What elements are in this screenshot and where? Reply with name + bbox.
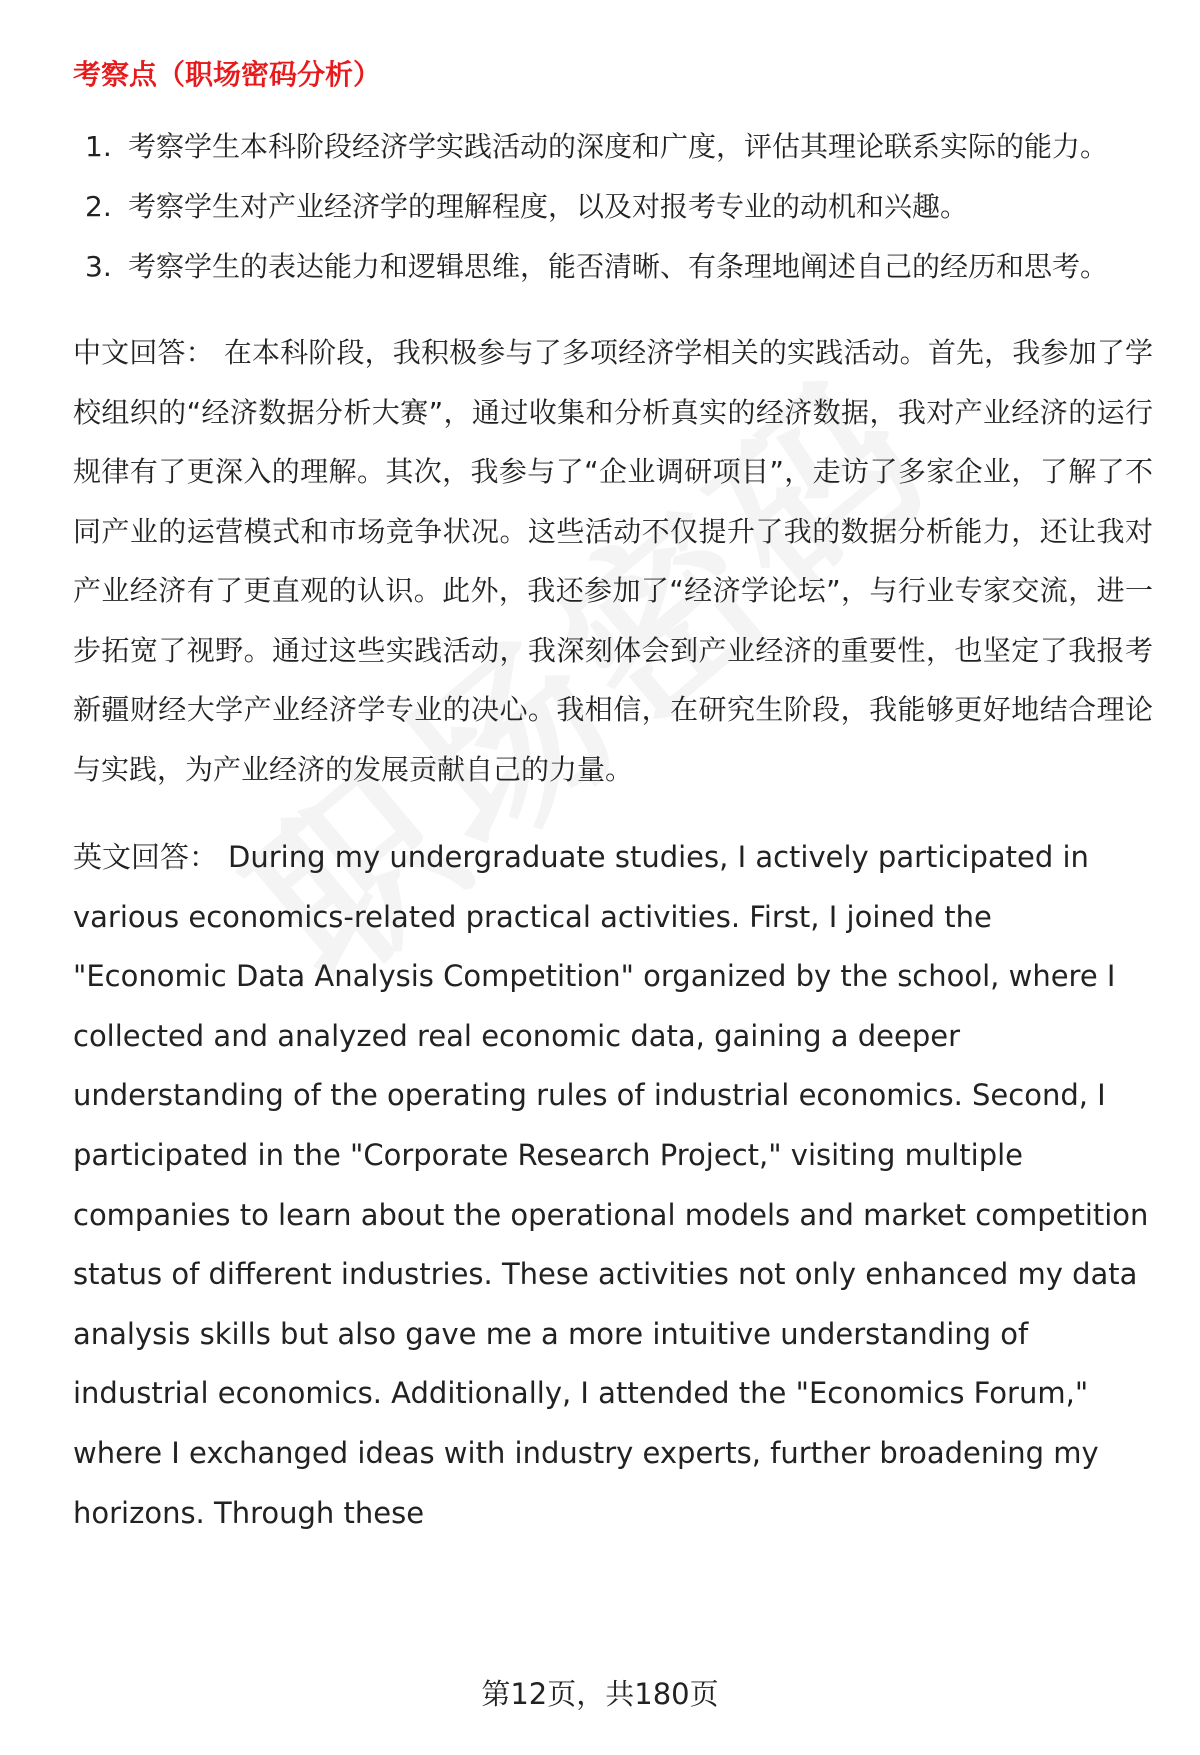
chinese-answer <box>73 323 1153 799</box>
list-item-text: 考察学生对产业经济学的理解程度，以及对报考专业的动机和兴趣。 <box>128 190 969 223</box>
chinese-answer-label: 中文回答： <box>73 336 214 369</box>
list-item-text: 考察学生本科阶段经济学实践活动的深度和广度，评估其理论联系实际的能力。 <box>128 130 1109 163</box>
chinese-answer-text: 在本科阶段，我积极参与了多项经济学相关的实践活动。首先，我参加了学校组织的“经济数据分析大赛”，通过收集和分析真实的经济数据，我对产业经济的运行规律有了更深入的理解。其次，我参与了“企业调研项目”，走访了多家企业，了解了不同产业的运营模式和市场竞争状况。这些活动不仅提升了我的数据分析能力，还让我对产业经济有了更直观的认识。此外，我还参加了“经济学论坛”，与行业专家交流，进一步拓宽了视野。通过这些实践活动，我深刻体会到产业经济的重要性，也坚定了我报考新疆财经大学产业经济学专业的决心。我相信，在研究生阶段，我能够更好地结合理论与实践，为产业经济的发展贡献自己的力量。 <box>73 336 1153 786</box>
list-item <box>73 117 1153 177</box>
list-item-text: 考察学生的表达能力和逻辑思维，能否清晰、有条理地阐述自己的经历和思考。 <box>128 250 1109 283</box>
english-answer <box>73 828 1153 1543</box>
list-number: 3. <box>85 250 112 283</box>
list-number: 1. <box>85 130 112 163</box>
page-number-footer: 第12页，共180页 <box>481 1677 719 1711</box>
english-answer-label: 英文回答： <box>73 840 219 874</box>
list-item <box>73 177 1153 237</box>
list-number: 2. <box>85 190 112 223</box>
list-item <box>73 237 1153 297</box>
assessment-points-list <box>73 117 1153 297</box>
page-content <box>73 55 1153 1543</box>
english-answer-text: During my undergraduate studies, I actively participated in various economics-related practical activities. First, I joined the "Economic Data Analysis Competition" organized by the school, where I collected and analyzed real economic data, gaining a deeper understanding of the operating rules of industrial economics. Second, I participated in the "Corporate Research Project," visiting multiple companies to learn about the operational models and market competition status of different industries. These activities not only enhanced my data analysis skills but also gave me a more intuitive understanding of industrial economics. Additionally, I attended the "Economics Forum," where I exchanged ideas with industry experts, further broadening my horizons. Through these <box>73 840 1149 1530</box>
section-heading: 考察点（职场密码分析） <box>73 58 382 91</box>
